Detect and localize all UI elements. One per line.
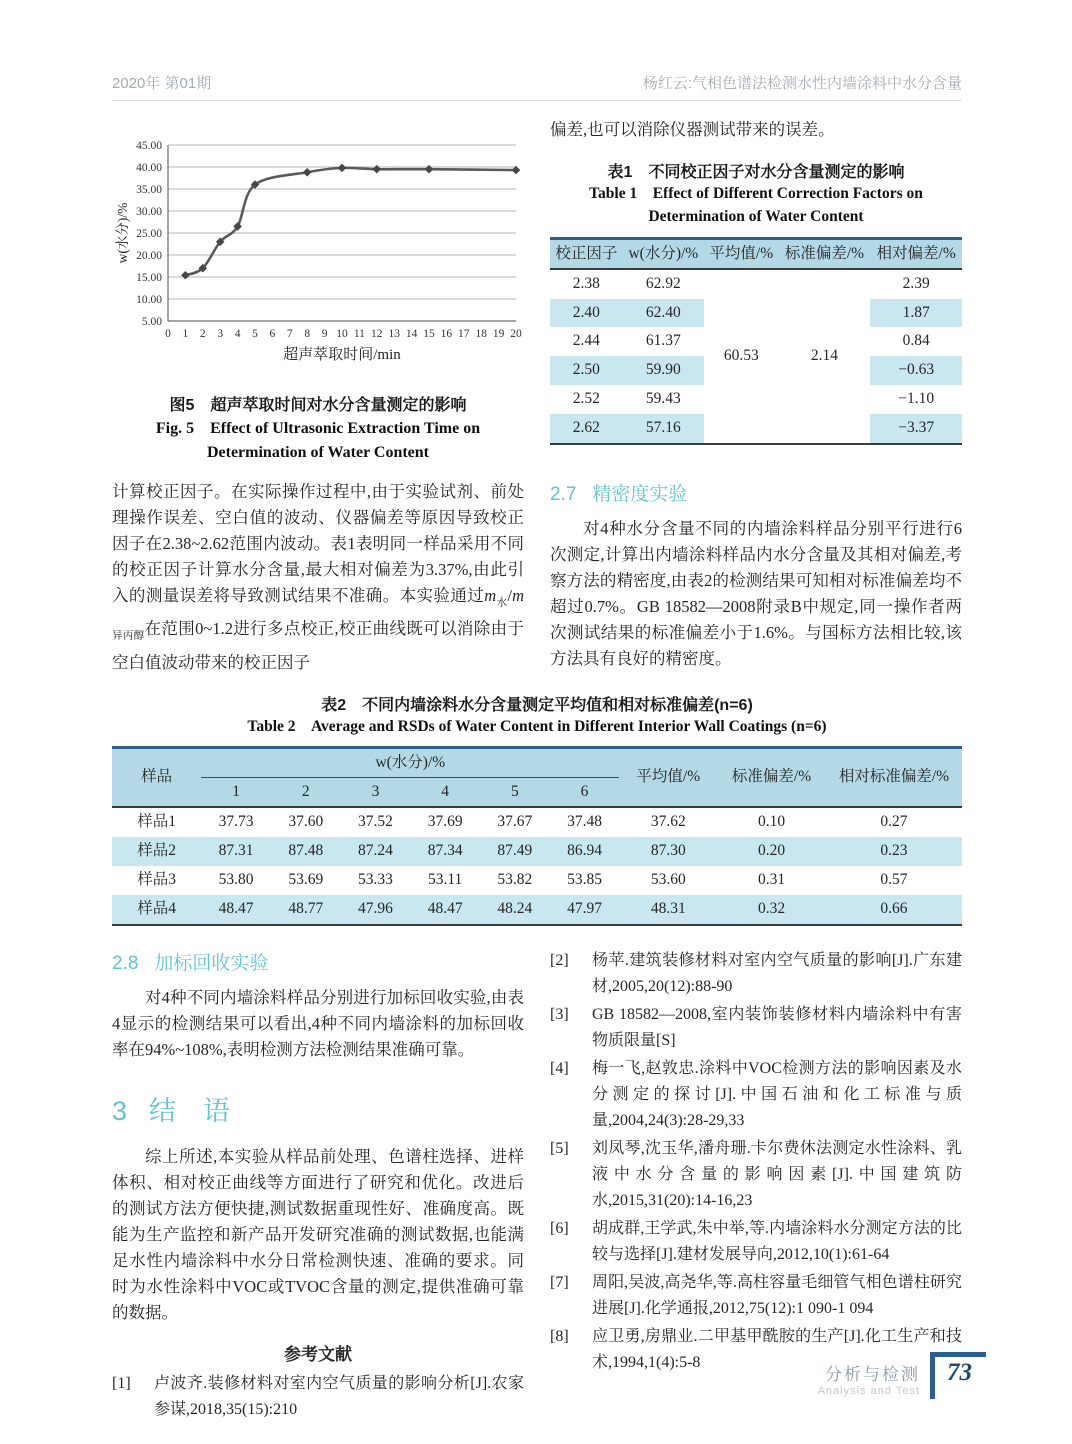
y-tick-label: 45.00 (136, 140, 162, 152)
table1-cell: −1.10 (898, 390, 935, 408)
reference-number: [8] (550, 1327, 569, 1345)
page-number-bracket (930, 1352, 986, 1399)
header-running-title: 杨红云:气相色谱法检测水性内墙涂料中水分含量 (642, 75, 962, 92)
table1-cell: −0.63 (870, 356, 962, 385)
x-tick-label: 12 (371, 328, 383, 340)
table1 (550, 237, 962, 446)
table2-caption-zh: 表2 不同内墙涂料水分含量测定平均值和相对标准偏差(n=6) (321, 696, 753, 714)
x-tick-label: 17 (458, 328, 470, 340)
table2-header-cell: 平均值/% (619, 747, 717, 807)
table2-cell: 48.24 (480, 895, 550, 925)
table2-row (112, 807, 962, 837)
x-tick-label: 10 (336, 328, 348, 340)
x-tick-label: 4 (234, 328, 241, 340)
reference-item (550, 1002, 962, 1054)
table1-cell: 1.87 (870, 299, 962, 328)
table2-cell: 37.48 (567, 813, 602, 831)
x-tick-label: 20 (510, 328, 522, 340)
table2-cell: 53.80 (218, 870, 254, 888)
table2-header-cell: 样品 (112, 747, 201, 807)
reference-item (550, 1136, 962, 1214)
x-tick-label: 13 (388, 328, 400, 340)
y-tick-label: 35.00 (136, 184, 162, 196)
table2-cell: 53.82 (497, 870, 533, 888)
table2-cell: 87.48 (271, 837, 341, 866)
y-tick-label: 25.00 (136, 228, 162, 240)
table2-cell: 37.69 (427, 813, 463, 831)
table1-cell: 59.90 (623, 356, 704, 385)
x-tick-label: 5 (252, 328, 258, 340)
table2-cell: 53.11 (428, 870, 463, 888)
correction-factor-paragraph: 计算校正因子。在实际操作过程中,由于实验试剂、前处理操作误差、空白值的波动、仪器偏差等原因导致校正因子在2.38~2.62范围内波动。表1表明同一样品采用不同的校正因子计算水分含量,最大相对偏差为3.37%,由此引入的测量误差将导致测试结果不准确。本实验通过$m_水/m_{异丙醇}$在范围0~1.2进行多点校正,校正曲线既可以消除由于空白值波动带来的校正因子 (112, 482, 525, 672)
x-tick-label: 8 (304, 328, 311, 340)
table2-header-row (112, 747, 962, 777)
y-tick-label: 40.00 (136, 162, 162, 174)
table1-row (550, 269, 962, 299)
table1-cell: 2.39 (902, 274, 930, 292)
table1-header-row (550, 238, 962, 269)
reference-number: [7] (550, 1273, 569, 1291)
table2-cell: 0.10 (757, 813, 786, 831)
x-tick-label: 6 (269, 328, 276, 340)
x-tick-label: 2 (199, 328, 206, 340)
x-tick-label: 15 (423, 328, 435, 340)
table2-cell: 0.32 (717, 895, 826, 925)
table2-row (112, 866, 962, 895)
reference-number: [5] (550, 1139, 569, 1157)
table1-caption-zh: 表1 不同校正因子对水分含量测定的影响 (607, 164, 905, 181)
page-number: 73 (947, 1359, 972, 1386)
table1-cell: −3.37 (870, 414, 962, 444)
x-axis-title: 超声萃取时间/min (283, 347, 401, 363)
table2-header-cell: 相对标准偏差/% (826, 747, 962, 807)
data-line (185, 168, 516, 275)
footer-title-zh: 分析与检测 (825, 1365, 920, 1384)
table2-cell: 37.73 (218, 813, 254, 831)
header-issue: 2020年 第01期 (112, 75, 212, 92)
table2-cell: 87.30 (619, 837, 717, 866)
table1-cell: 2.44 (572, 332, 600, 350)
table2-header-cell: 3 (341, 777, 411, 807)
reference-number: [6] (550, 1219, 569, 1237)
reference-number: [4] (550, 1059, 569, 1077)
table2-cell: 53.60 (650, 870, 686, 888)
y-tick-label: 20.00 (136, 250, 162, 262)
x-tick-label: 7 (286, 328, 293, 340)
conclusion-column (112, 948, 524, 1425)
table1-cell: 2.52 (572, 390, 600, 408)
x-tick-label: 0 (165, 328, 171, 340)
x-tick-label: 16 (440, 328, 453, 340)
references-left-list (112, 1371, 524, 1423)
data-point-marker (181, 271, 190, 280)
table1-cell: 2.62 (550, 414, 623, 444)
table2 (112, 746, 962, 926)
references-right-list (550, 948, 962, 1376)
table2-header-cell: 标准偏差/% (717, 747, 826, 807)
table2-cell: 0.57 (880, 870, 908, 888)
row-body-text (112, 479, 962, 676)
x-tick-label: 9 (321, 328, 328, 340)
page-header (112, 72, 962, 101)
table2-cell: 样品2 (112, 837, 201, 866)
table1-cell: 61.37 (645, 332, 681, 350)
section-2-7-heading: 2.7 精密度实验 (550, 484, 688, 505)
section-3-heading: 3 结 语 (112, 1095, 231, 1126)
table1-header-cell: 标准偏差/% (779, 238, 871, 269)
reference-item (112, 1371, 524, 1423)
figure5-line-chart (112, 135, 524, 377)
reference-text: 胡成群,王学武,朱中举,等.内墙涂料水分测定方法的比较与选择[J].建材发展导向,2012,10(1):61-64 (592, 1219, 962, 1263)
y-axis-title: w(水分)/% (115, 202, 130, 264)
formula-m-water: m (484, 586, 497, 605)
table1-cell: 57.16 (623, 414, 704, 444)
data-point-marker (373, 165, 382, 174)
table2-cell: 47.97 (550, 895, 620, 925)
figure5 (112, 135, 524, 465)
table2-cell: 87.31 (201, 837, 271, 866)
reference-text: 刘凤琴,沈玉华,潘舟珊.卡尔费休法测定水性涂料、乳液中水分含量的影响因素[J].中国建筑防水,2015,31(20):14-16,23 (592, 1139, 962, 1209)
section-2-7-body: 对4种水分含量不同的内墙涂料样品分别平行进行6次测定,计算出内墙涂料样品内水分含量及其相对偏差,考察方法的精密度,由表2的检测结果可知相对标准偏差均不超过0.7%。GB 18582—2008附录B中规定,同一操作者两次测试结果的标准偏差小于1.6%。与国标方法相比较,该方法具有良好的精密度。 (550, 519, 962, 668)
table2-caption-en: Table 2 Average and RSDs of Water Content in Different Interior Wall Coatings (n=6) (247, 717, 827, 735)
table1-cell: 0.84 (902, 332, 930, 350)
table1-cell: 62.92 (645, 274, 681, 292)
reference-item (550, 948, 962, 1000)
page-content (112, 72, 962, 1425)
table2-cell: 0.66 (826, 895, 962, 925)
table1-std-cell: 2.14 (779, 269, 871, 445)
table2-header-cell: 2 (271, 777, 341, 807)
table2-cell: 48.47 (201, 895, 271, 925)
x-tick-label: 11 (353, 328, 365, 340)
reference-number: [1] (112, 1374, 131, 1392)
table2-header-cell: 1 (201, 777, 271, 807)
table2-cell: 样品1 (137, 813, 176, 831)
data-point-marker (303, 168, 312, 177)
table1-header-cell: 平均值/% (704, 238, 779, 269)
table2-cell: 样品3 (137, 870, 176, 888)
table2-cell: 48.77 (271, 895, 341, 925)
table2-header-cell: 4 (410, 777, 480, 807)
footer-title-en: Analysis and Test (817, 1385, 920, 1397)
reference-number: [3] (550, 1005, 569, 1023)
reference-item (550, 1216, 962, 1268)
reference-text: 周阳,吴波,高尧华,等.高柱容量毛细管气相色谱柱研究进展[J].化学通报,2012,75(12):1 090-1 094 (592, 1273, 962, 1317)
table1-cell: 59.43 (645, 390, 681, 408)
x-tick-label: 1 (182, 328, 189, 340)
table2-cell: 48.47 (410, 895, 480, 925)
section-2-8-body: 对4种不同内墙涂料样品分别进行加标回收实验,由表4显示的检测结果可以看出,4种不同内墙涂料的加标回收率在94%~108%,表明检测方法检测结果准确可靠。 (112, 987, 524, 1059)
table2-cell: 87.34 (410, 837, 480, 866)
x-tick-label: 18 (475, 328, 487, 340)
reference-text: 杨苹.建筑装修材料对室内空气质量的影响[J].广东建材,2005,20(12):88-90 (592, 951, 962, 995)
reference-item (550, 1056, 962, 1134)
conclusion-body: 综上所述,本实验从样品前处理、色谱柱选择、进样体积、相对校正曲线等方面进行了研究和优化。改进后的测试方法方便快捷,测试数据重现性好、准确度高。既能为生产监控和新产品开发研究准确的测试数据,也能满足水性内墙涂料中水分日常检测快速、准确的要求。同时为水性涂料中VOC或TVOC含量的测定,提供准确可靠的数据。 (112, 1146, 524, 1322)
table2-cell: 37.62 (650, 813, 686, 831)
table2-cell: 53.33 (358, 870, 393, 888)
table1-header-cell: 校正因子 (550, 238, 623, 269)
data-point-marker (425, 165, 434, 174)
table2-cell: 0.20 (717, 837, 826, 866)
table2-cell: 53.85 (567, 870, 602, 888)
table2-cell: 37.67 (497, 813, 533, 831)
reference-item (550, 1270, 962, 1322)
table2-row (112, 837, 962, 866)
table2-cell: 37.52 (358, 813, 393, 831)
right-text-column (550, 479, 962, 676)
section-2-8-heading: 2.8 加标回收实验 (112, 952, 269, 974)
x-tick-label: 19 (492, 328, 505, 340)
row-figure-table1 (112, 117, 962, 465)
table1-average-cell: 60.53 (704, 269, 779, 445)
page-footer (818, 1352, 986, 1399)
y-tick-label: 15.00 (136, 272, 162, 284)
figure5-caption-zh: 图5 超声萃取时间对水分含量测定的影响 (169, 397, 467, 414)
y-tick-label: 30.00 (136, 206, 162, 218)
footer-section-titles (818, 1352, 920, 1397)
table2-row (112, 895, 962, 925)
formula-m-isopropanol: m (512, 586, 525, 605)
table2-cell: 样品4 (112, 895, 201, 925)
reference-number: [2] (550, 951, 569, 969)
x-tick-label: 3 (217, 328, 224, 340)
x-tick-label: 14 (405, 328, 418, 340)
table2-header-cell: w(水分)/% (201, 747, 619, 777)
reference-text: 卢波齐.装修材料对室内空气质量的影响分析[J].农家参谋,2018,35(15):210 (154, 1374, 524, 1418)
table1-caption-en: Table 1 Effect of Different Correction Factors on Determination of Water Content (589, 185, 923, 226)
table2-cell: 0.23 (826, 837, 962, 866)
data-point-marker (338, 164, 347, 173)
table1-cell: 2.38 (572, 274, 600, 292)
figure5-block (112, 117, 524, 465)
figure5-caption-en: Fig. 5 Effect of Ultrasonic Extraction Time on Determination of Water Content (155, 420, 481, 461)
table1-cell: 2.40 (550, 299, 623, 328)
table2-cell: 87.49 (480, 837, 550, 866)
table2-cell: 0.31 (757, 870, 786, 888)
table2-cell: 0.27 (880, 813, 908, 831)
table2-cell: 37.60 (288, 813, 324, 831)
left-text-column (112, 479, 524, 676)
table2-header-cell: 5 (480, 777, 550, 807)
table2-cell: 53.69 (288, 870, 324, 888)
reference-text: 应卫勇,房鼎业.二甲基甲酰胺的生产[J].化工生产和技术,1994,1(4):5-8 (592, 1327, 962, 1371)
table2-cell: 87.24 (341, 837, 411, 866)
table1-header-cell: w(水分)/% (623, 238, 704, 269)
reference-text: 梅一飞,赵敦忠.涂料中VOC检测方法的影响因素及水分测定的探讨[J].中国石油和化工标准与质量,2004,24(3):28-29,33 (592, 1059, 962, 1129)
references-heading: 参考文献 (284, 1344, 352, 1364)
table2-cell: 86.94 (550, 837, 620, 866)
reference-text: GB 18582—2008,室内装饰装修材料内墙涂料中有害物质限量[S] (592, 1005, 962, 1049)
table1-block (550, 117, 962, 465)
table1-header-cell: 相对偏差/% (870, 238, 962, 269)
table2-cell: 47.96 (341, 895, 411, 925)
table2-cell: 48.31 (619, 895, 717, 925)
y-tick-label: 5.00 (141, 316, 162, 328)
right-top-paragraph: 偏差,也可以消除仪器测试带来的误差。 (550, 120, 835, 139)
table1-cell: 2.50 (550, 356, 623, 385)
table1-cell: 62.40 (623, 299, 704, 328)
y-tick-label: 10.00 (136, 294, 162, 306)
table2-header-cell: 6 (550, 777, 620, 807)
